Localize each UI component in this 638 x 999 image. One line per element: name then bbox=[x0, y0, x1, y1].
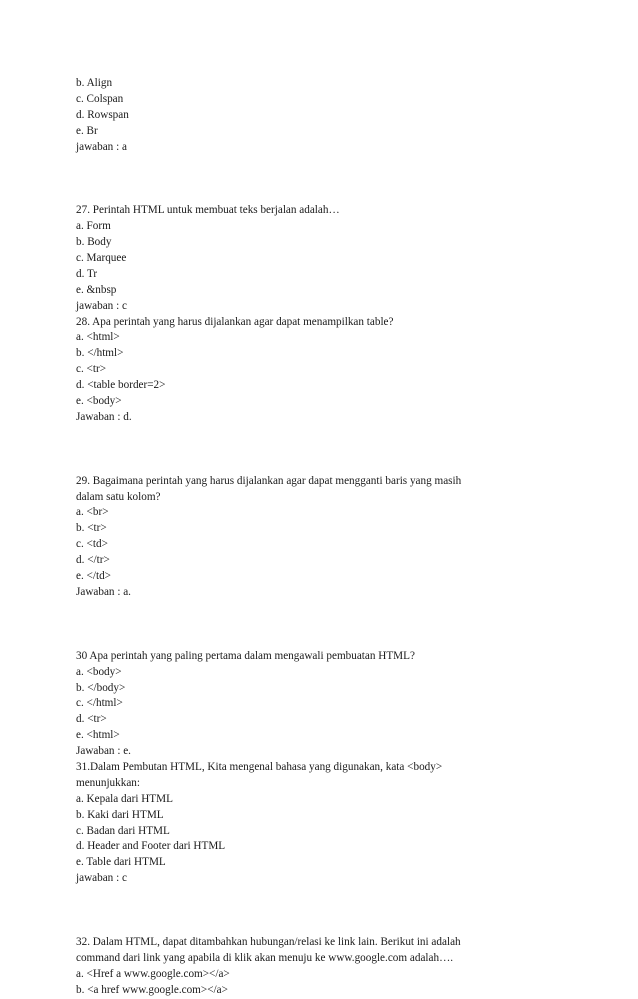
text-line: a. <html> bbox=[76, 331, 120, 344]
blank-line bbox=[76, 171, 638, 187]
text-line: c. <tr> bbox=[76, 363, 107, 376]
text-line: a. Kepala dari HTML bbox=[76, 792, 173, 805]
text-line: e. Table dari HTML bbox=[76, 856, 166, 869]
text-line: c. <td> bbox=[76, 538, 108, 551]
text-line: menunjukkan: bbox=[76, 776, 141, 789]
text-line: b. </body> bbox=[76, 681, 126, 694]
text-line: jawaban : a bbox=[76, 140, 127, 153]
text-line: dalam satu kolom? bbox=[76, 490, 161, 503]
document-body bbox=[76, 76, 638, 999]
text-line: a. Form bbox=[76, 220, 111, 233]
text-line: c. </html> bbox=[76, 697, 123, 710]
blank-line bbox=[76, 617, 638, 633]
text-line: d. Tr bbox=[76, 267, 98, 280]
text-line: e. Br bbox=[76, 124, 98, 137]
text-line: b. Kaki dari HTML bbox=[76, 808, 164, 821]
text-line: d. Header and Footer dari HTML bbox=[76, 840, 226, 853]
text-line: b. </html> bbox=[76, 347, 124, 360]
text-line: 32. Dalam HTML, dapat ditambahkan hubungan/relasi ke link lain. Berikut ini adalah bbox=[76, 935, 461, 948]
text-line: d. <tr> bbox=[76, 713, 107, 726]
text-line: command dari link yang apabila di klik akan menuju ke www.google.com adalah…. bbox=[76, 951, 454, 964]
text-line: d. </tr> bbox=[76, 554, 110, 567]
text-line: jawaban : c bbox=[76, 872, 127, 885]
text-line: d. <table border=2> bbox=[76, 379, 166, 392]
text-line: b. <tr> bbox=[76, 522, 107, 535]
blank-line bbox=[76, 442, 638, 458]
text-line: c. Marquee bbox=[76, 252, 127, 265]
text-line: e. <body> bbox=[76, 395, 122, 408]
text-line: b. Align bbox=[76, 77, 113, 89]
text-line: e. &nbsp bbox=[76, 283, 117, 296]
text-line: a. <body> bbox=[76, 665, 122, 678]
text-line: d. Rowspan bbox=[76, 108, 129, 121]
text-line: jawaban : c bbox=[76, 299, 127, 312]
text-line: Jawaban : a. bbox=[76, 585, 131, 598]
text-line: 29. Bagaimana perintah yang harus dijalankan agar dapat mengganti baris yang masih bbox=[76, 474, 462, 487]
text-line: 31.Dalam Pembutan HTML, Kita mengenal bahasa yang digunakan, kata <body> bbox=[76, 760, 443, 773]
text-line: a. <br> bbox=[76, 506, 109, 519]
text-line: c. Colspan bbox=[76, 92, 124, 105]
text-line: b. Body bbox=[76, 236, 112, 249]
text-line: e. <html> bbox=[76, 729, 120, 742]
text-line: a. <Href a www.google.com></a> bbox=[76, 967, 230, 980]
text-line: e. </td> bbox=[76, 570, 111, 583]
text-line: c. Badan dari HTML bbox=[76, 824, 170, 837]
text-line: b. <a href www.google.com></a> bbox=[76, 983, 228, 996]
text-line: 28. Apa perintah yang harus dijalankan agar dapat menampilkan table? bbox=[76, 315, 394, 328]
text-line: 27. Perintah HTML untuk membuat teks berjalan adalah… bbox=[76, 204, 340, 217]
blank-line bbox=[76, 903, 638, 919]
text-line: 30 Apa perintah yang paling pertama dalam mengawali pembuatan HTML? bbox=[76, 649, 415, 662]
text-line: Jawaban : e. bbox=[76, 745, 131, 758]
text-line: Jawaban : d. bbox=[76, 410, 132, 423]
